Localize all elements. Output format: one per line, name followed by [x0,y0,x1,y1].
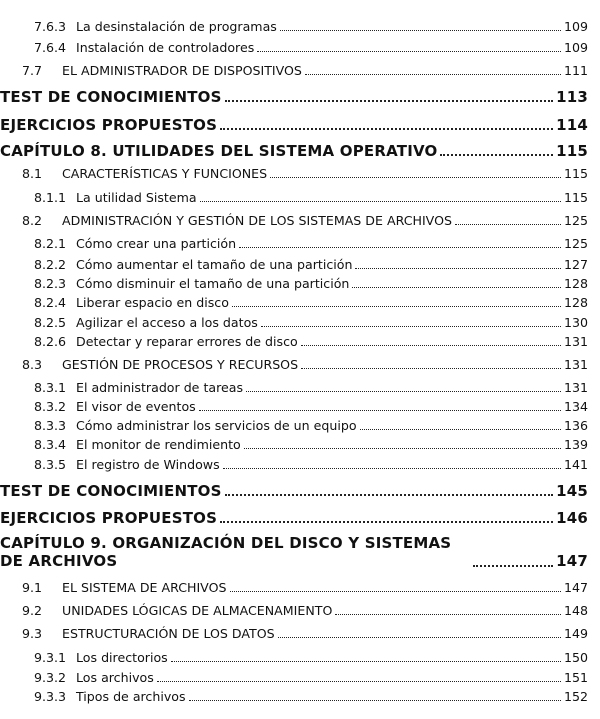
toc-title: El registro de Windows [76,457,220,472]
toc-page: 136 [563,418,588,433]
toc-title: CARACTERÍSTICAS Y FUNCIONES [62,166,268,181]
toc-entry [0,334,588,349]
toc-leader [244,448,561,449]
toc-entry [0,40,588,55]
toc-leader [305,74,561,75]
toc-title: UNIDADES LÓGICAS DE ALMACENAMIENTO [62,603,333,618]
toc-leader [223,468,561,469]
toc-entry [0,650,588,665]
toc-page: 109 [563,19,588,34]
toc-page: 125 [563,236,588,251]
toc-leader [220,521,553,523]
toc-title: ESTRUCTURACIÓN DE LOS DATOS [62,626,275,641]
toc-number: 7.6.3 [34,19,67,34]
toc-number: 8.2.2 [34,257,67,272]
toc-entry [0,626,588,641]
toc-leader [352,287,561,288]
toc-number: 7.7 [22,63,43,78]
toc-leader [230,591,561,592]
toc-page: 145 [556,482,588,500]
toc-number: 9.1 [22,580,43,595]
toc-number: 9.3.2 [34,670,67,685]
toc-page: 130 [563,315,588,330]
toc-page: 115 [563,190,588,205]
toc-entry [0,418,588,433]
toc-title: Cómo disminuir el tamaño de una partición [76,276,350,291]
toc-number: 8.2 [22,213,43,228]
toc-title: El monitor de rendimiento [76,437,241,452]
toc-title: CAPÍTULO 9. ORGANIZACIÓN DEL DISCO Y SISTEMAS DE ARCHIVOS [0,534,452,570]
toc-entry [0,19,588,34]
toc-title: EJERCICIOS PROPUESTOS [0,509,218,527]
toc-number: 8.1 [22,166,43,181]
toc-title: GESTIÓN DE PROCESOS Y RECURSOS [62,357,299,372]
toc-leader [455,224,561,225]
toc-page: 152 [563,689,588,704]
toc-number: 8.3.2 [34,399,67,414]
toc-page: 131 [563,357,588,372]
toc-title: EL SISTEMA DE ARCHIVOS [62,580,227,595]
toc-number: 7.6.4 [34,40,67,55]
toc-page: 127 [563,257,588,272]
toc-entry [0,236,588,251]
toc-number: 8.3.5 [34,457,67,472]
toc-entry [0,142,588,160]
toc-page: 128 [563,295,588,310]
toc-title: El visor de eventos [76,399,196,414]
toc-number: 8.2.3 [34,276,67,291]
toc-entry [0,580,588,595]
toc-entry [0,190,588,205]
toc-title: La desinstalación de programas [76,19,277,34]
toc-title: Detectar y reparar errores de disco [76,334,298,349]
toc-title: Cómo crear una partición [76,236,237,251]
toc-page: 146 [556,509,588,527]
toc-number: 8.2.1 [34,236,67,251]
toc-title: EJERCICIOS PROPUESTOS [0,116,218,134]
toc-number: 8.2.5 [34,315,67,330]
toc-title: TEST DE CONOCIMIENTOS [0,482,222,500]
toc-entry [0,213,588,228]
toc-page: 113 [556,88,588,106]
toc-page: 141 [563,457,588,472]
toc-entry [0,315,588,330]
toc-number: 8.2.6 [34,334,67,349]
toc-page: 139 [563,437,588,452]
toc-number: 9.3.1 [34,650,67,665]
toc-leader [261,326,561,327]
toc-page: 111 [563,63,588,78]
toc-entry [0,482,588,500]
toc-leader [239,247,561,248]
toc-title: Los archivos [76,670,154,685]
toc-leader [225,100,553,102]
toc-leader [301,368,561,369]
toc-number: 9.3 [22,626,43,641]
toc-entry [0,63,588,78]
toc-entry [0,166,588,181]
toc-number: 8.3.1 [34,380,67,395]
toc-entry [0,257,588,272]
toc-number: 8.2.4 [34,295,67,310]
toc-entry [0,88,588,106]
toc-title: El administrador de tareas [76,380,244,395]
toc-leader [225,494,553,496]
toc-title: Cómo aumentar el tamaño de una partición [76,257,353,272]
toc-title: Cómo administrar los servicios de un equipo [76,418,357,433]
toc-leader [157,681,561,682]
toc-page: 150 [563,650,588,665]
toc-title: Los directorios [76,650,168,665]
toc-entry [0,437,588,452]
toc-leader [220,128,553,130]
toc-leader [473,565,553,567]
toc-entry [0,457,588,472]
toc-page: 125 [563,213,588,228]
toc-leader [301,345,561,346]
toc-title: Tipos de archivos [76,689,186,704]
toc-leader [360,429,561,430]
toc-page: 109 [563,40,588,55]
toc-title: La utilidad Sistema [76,190,197,205]
toc-leader [246,391,561,392]
toc-page: 131 [563,380,588,395]
toc-number: 9.2 [22,603,43,618]
toc-number: 8.3.3 [34,418,67,433]
toc-page: 131 [563,334,588,349]
toc-page: 115 [563,166,588,181]
toc-page: 134 [563,399,588,414]
toc-page: 114 [556,116,588,134]
toc-leader [280,30,561,31]
toc-leader [355,268,560,269]
toc-leader [257,51,561,52]
toc-page: 149 [563,626,588,641]
toc-page: 147 [563,580,588,595]
toc-title: Instalación de controladores [76,40,255,55]
toc-number: 8.3.4 [34,437,67,452]
toc-entry [0,509,588,527]
toc-title: Liberar espacio en disco [76,295,229,310]
toc-title: EL ADMINISTRADOR DE DISPOSITIVOS [62,63,302,78]
toc-leader [189,700,561,701]
toc-title: TEST DE CONOCIMIENTOS [0,88,222,106]
toc-page: 128 [563,276,588,291]
toc-page: 147 [556,552,588,570]
toc-entry [0,603,588,618]
toc-number: 8.1.1 [34,190,67,205]
toc-leader [171,661,561,662]
toc-entry [0,295,588,310]
toc-number: 8.3 [22,357,43,372]
toc-entry [0,357,588,372]
toc-title: ADMINISTRACIÓN Y GESTIÓN DE LOS SISTEMAS DE ARCHIVOS [62,213,452,228]
toc-number: 9.3.3 [34,689,67,704]
toc-leader [278,637,561,638]
toc-entry [0,116,588,134]
toc-title: Agilizar el acceso a los datos [76,315,258,330]
toc-title: CAPÍTULO 8. UTILIDADES DEL SISTEMA OPERATIVO [0,142,438,160]
toc-entry [0,380,588,395]
toc-page: 115 [556,142,588,160]
toc-page: 148 [563,603,588,618]
toc-entry [0,670,588,685]
toc-entry [0,689,588,704]
toc-entry [0,399,588,414]
toc-entry [0,276,588,291]
toc-leader [200,201,561,202]
toc-page: 151 [563,670,588,685]
toc-leader [199,410,561,411]
toc-leader [270,177,561,178]
toc-leader [232,306,561,307]
toc-leader [440,154,553,156]
toc-leader [335,614,561,615]
toc-entry [0,534,588,570]
